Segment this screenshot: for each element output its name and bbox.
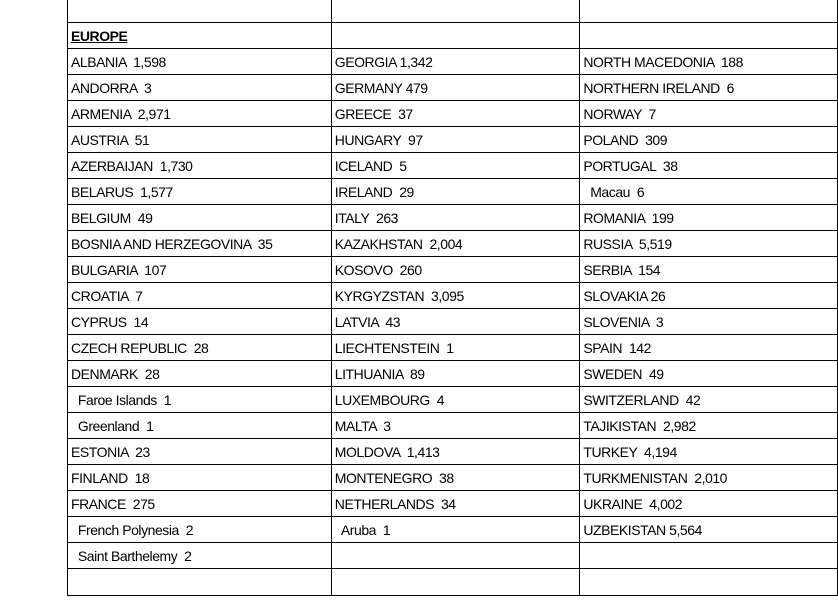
country-entry-cell: PORTUGAL 38 xyxy=(580,153,838,179)
country-entry-cell: FINLAND 18 xyxy=(68,465,332,491)
country-entry-cell: TURKEY 4,194 xyxy=(580,439,838,465)
country-entry-cell: MOLDOVA 1,413 xyxy=(331,439,580,465)
country-entry-cell: LIECHTENSTEIN 1 xyxy=(331,335,580,361)
country-entry-cell: SLOVAKIA 26 xyxy=(580,283,838,309)
table-cell xyxy=(580,0,838,23)
country-entry-cell: NORTHERN IRELAND 6 xyxy=(580,75,838,101)
country-entry-cell: GREECE 37 xyxy=(331,101,580,127)
table-cell xyxy=(580,569,838,596)
table-row xyxy=(68,335,838,361)
country-entry-cell: FRANCE 275 xyxy=(68,491,332,517)
country-entry-cell: HUNGARY 97 xyxy=(331,127,580,153)
country-entry-cell: GERMANY 479 xyxy=(331,75,580,101)
table-row-empty-bottom xyxy=(68,569,838,596)
country-entry-cell: NORTH MACEDONIA 188 xyxy=(580,49,838,75)
table-cell xyxy=(331,569,580,596)
country-entry-cell: GEORGIA 1,342 xyxy=(331,49,580,75)
table-row xyxy=(68,387,838,413)
country-entry-cell: French Polynesia 2 xyxy=(68,517,332,543)
country-entry-cell: BULGARIA 107 xyxy=(68,257,332,283)
country-entry-cell: ARMENIA 2,971 xyxy=(68,101,332,127)
table-row xyxy=(68,101,838,127)
table-cell xyxy=(580,23,838,49)
country-entry-cell: DENMARK 28 xyxy=(68,361,332,387)
country-entry-cell: SERBIA 154 xyxy=(580,257,838,283)
table-row xyxy=(68,257,838,283)
country-entry-cell: Greenland 1 xyxy=(68,413,332,439)
table-row xyxy=(68,439,838,465)
table-row xyxy=(68,517,838,543)
section-heading: EUROPE xyxy=(71,27,128,44)
country-entry-cell: IRELAND 29 xyxy=(331,179,580,205)
table-row xyxy=(68,309,838,335)
country-entry-cell: KYRGYZSTAN 3,095 xyxy=(331,283,580,309)
table-row xyxy=(68,491,838,517)
country-entry-cell: LITHUANIA 89 xyxy=(331,361,580,387)
table-row xyxy=(68,127,838,153)
table-cell xyxy=(331,0,580,23)
country-entry-cell: TURKMENISTAN 2,010 xyxy=(580,465,838,491)
country-entry-cell: UKRAINE 4,002 xyxy=(580,491,838,517)
country-entry-cell: AUSTRIA 51 xyxy=(68,127,332,153)
country-entry-cell: Macau 6 xyxy=(580,179,838,205)
table-row xyxy=(68,465,838,491)
table-body xyxy=(68,0,838,596)
country-entry-cell: BELARUS 1,577 xyxy=(68,179,332,205)
table-row xyxy=(68,231,838,257)
table-row xyxy=(68,543,838,569)
table-row xyxy=(68,49,838,75)
table-row xyxy=(68,75,838,101)
country-entry-cell: ALBANIA 1,598 xyxy=(68,49,332,75)
country-entry-cell: BOSNIA AND HERZEGOVINA 35 xyxy=(68,231,332,257)
country-entry-cell: CROATIA 7 xyxy=(68,283,332,309)
country-entry-cell: BELGIUM 49 xyxy=(68,205,332,231)
table-row xyxy=(68,413,838,439)
table-cell xyxy=(68,0,332,23)
table-row xyxy=(68,179,838,205)
country-entry-cell: CZECH REPUBLIC 28 xyxy=(68,335,332,361)
country-entry-cell: ANDORRA 3 xyxy=(68,75,332,101)
country-entry-cell: SWEDEN 49 xyxy=(580,361,838,387)
country-entry-cell: MALTA 3 xyxy=(331,413,580,439)
country-entry-cell: RUSSIA 5,519 xyxy=(580,231,838,257)
country-entry-cell: ITALY 263 xyxy=(331,205,580,231)
country-count-table xyxy=(67,0,838,596)
country-entry-cell: SPAIN 142 xyxy=(580,335,838,361)
country-entry-cell: UZBEKISTAN 5,564 xyxy=(580,517,838,543)
country-entry-cell: LATVIA 43 xyxy=(331,309,580,335)
country-entry-cell: AZERBAIJAN 1,730 xyxy=(68,153,332,179)
table-row xyxy=(68,205,838,231)
country-entry-cell: LUXEMBOURG 4 xyxy=(331,387,580,413)
country-entry-cell: NORWAY 7 xyxy=(580,101,838,127)
country-entry-cell: Saint Barthelemy 2 xyxy=(68,543,332,569)
table-cell xyxy=(68,569,332,596)
country-entry-cell: ESTONIA 23 xyxy=(68,439,332,465)
country-entry-cell: ROMANIA 199 xyxy=(580,205,838,231)
country-entry-cell: SLOVENIA 3 xyxy=(580,309,838,335)
country-entry-cell: CYPRUS 14 xyxy=(68,309,332,335)
country-entry-cell: KOSOVO 260 xyxy=(331,257,580,283)
table-row xyxy=(68,153,838,179)
section-heading-row xyxy=(68,23,838,49)
country-entry-cell: Faroe Islands 1 xyxy=(68,387,332,413)
country-entry-cell: POLAND 309 xyxy=(580,127,838,153)
country-entry-cell: MONTENEGRO 38 xyxy=(331,465,580,491)
table-row-empty-top xyxy=(68,0,838,23)
table-row xyxy=(68,361,838,387)
country-entry-cell xyxy=(331,543,580,569)
country-entry-cell: Aruba 1 xyxy=(331,517,580,543)
country-entry-cell: NETHERLANDS 34 xyxy=(331,491,580,517)
table-cell xyxy=(331,23,580,49)
country-entry-cell: ICELAND 5 xyxy=(331,153,580,179)
table-row xyxy=(68,283,838,309)
country-entry-cell: KAZAKHSTAN 2,004 xyxy=(331,231,580,257)
section-heading-cell xyxy=(68,23,332,49)
country-entry-cell: TAJIKISTAN 2,982 xyxy=(580,413,838,439)
country-entry-cell: SWITZERLAND 42 xyxy=(580,387,838,413)
country-entry-cell xyxy=(580,543,838,569)
